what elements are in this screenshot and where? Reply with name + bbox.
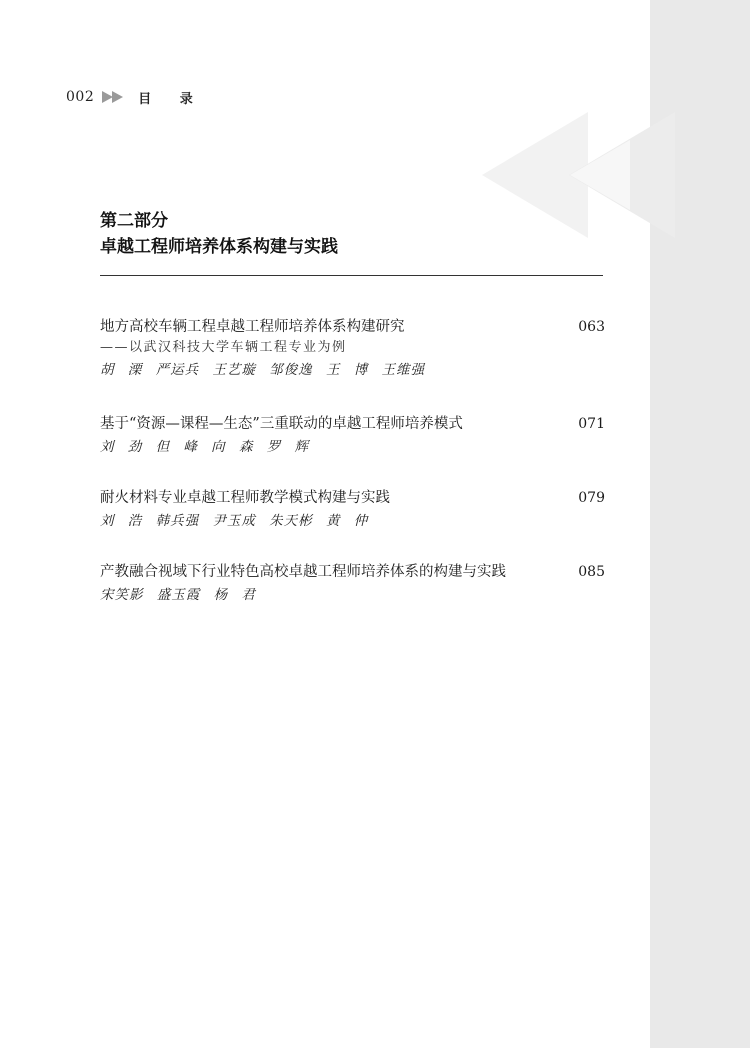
entry-title: 耐火材料专业卓越工程师教学模式构建与实践 (100, 490, 390, 506)
part-label: 第二部分 (100, 211, 168, 231)
section-divider (100, 275, 603, 276)
entry-page-number: 079 (578, 490, 605, 506)
entry-page-number: 071 (578, 416, 605, 432)
entry-title: 基于“资源—课程—生态”三重联动的卓越工程师培养模式 (100, 416, 463, 432)
decorative-chevrons-icon (470, 100, 680, 250)
entry-authors: 刘 浩 韩兵强 尹玉成 朱天彬 黄 仲 (100, 513, 369, 529)
toc-entry[interactable] (100, 561, 605, 607)
entry-authors: 胡 溧 严运兵 王艺璇 邹俊逸 王 博 王维强 (100, 362, 426, 378)
part-heading (100, 208, 338, 260)
part-title: 卓越工程师培养体系构建与实践 (100, 237, 338, 257)
entry-page-number: 063 (578, 319, 605, 335)
page-header (66, 88, 205, 106)
page-number: 002 (66, 89, 95, 105)
toc-entry[interactable] (100, 487, 605, 533)
entry-authors: 刘 劲 但 峰 向 森 罗 辉 (100, 439, 310, 455)
entry-subtitle: ——以武汉科技大学车辆工程专业为例 (100, 340, 347, 355)
entry-title: 地方高校车辆工程卓越工程师培养体系构建研究 (100, 319, 405, 335)
header-title: 目 录 (138, 91, 205, 107)
entry-title: 产教融合视域下行业特色高校卓越工程师培养体系的构建与实践 (100, 564, 506, 580)
toc-entry[interactable] (100, 316, 605, 382)
entry-authors: 宋笑影 盛玉霞 杨 君 (100, 587, 256, 603)
double-arrow-icon (102, 91, 128, 103)
toc-entry[interactable] (100, 413, 605, 459)
entry-page-number: 085 (578, 564, 605, 580)
